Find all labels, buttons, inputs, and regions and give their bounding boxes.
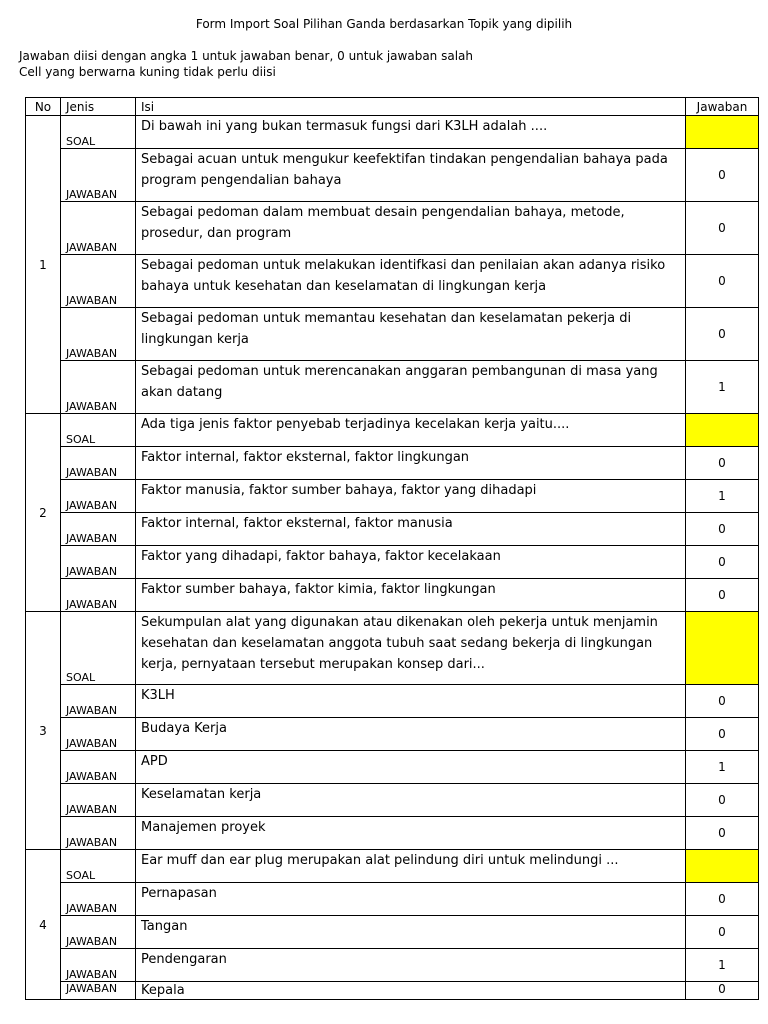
jawaban-cell-disabled <box>686 116 759 149</box>
isi-cell[interactable]: Pernapasan <box>136 883 686 916</box>
jenis-cell: SOAL <box>61 414 136 447</box>
jenis-cell: JAWABAN <box>61 883 136 916</box>
answer-row <box>26 447 759 480</box>
answer-row <box>26 546 759 579</box>
jenis-cell: JAWABAN <box>61 685 136 718</box>
answer-row <box>26 949 759 982</box>
isi-cell[interactable]: K3LH <box>136 685 686 718</box>
header-no: No <box>26 98 61 116</box>
jenis-cell: JAWABAN <box>61 817 136 850</box>
jenis-cell: JAWABAN <box>61 718 136 751</box>
jawaban-cell[interactable]: 0 <box>686 982 759 1000</box>
jawaban-cell[interactable]: 1 <box>686 949 759 982</box>
header-jawaban: Jawaban <box>686 98 759 116</box>
isi-cell[interactable]: Faktor sumber bahaya, faktor kimia, faktor lingkungan <box>136 579 686 612</box>
isi-cell[interactable]: Faktor manusia, faktor sumber bahaya, faktor yang dihadapi <box>136 480 686 513</box>
jenis-cell: JAWABAN <box>61 202 136 255</box>
jenis-cell: JAWABAN <box>61 579 136 612</box>
header-isi: Isi <box>136 98 686 116</box>
jawaban-cell[interactable]: 0 <box>686 685 759 718</box>
answer-row <box>26 751 759 784</box>
jawaban-cell[interactable]: 0 <box>686 718 759 751</box>
isi-cell[interactable]: Tangan <box>136 916 686 949</box>
isi-cell[interactable]: Faktor internal, faktor eksternal, faktor manusia <box>136 513 686 546</box>
jenis-cell: JAWABAN <box>61 513 136 546</box>
jawaban-cell-disabled <box>686 414 759 447</box>
jenis-cell: JAWABAN <box>61 916 136 949</box>
answer-row <box>26 817 759 850</box>
answer-row <box>26 149 759 202</box>
answer-row <box>26 685 759 718</box>
isi-cell[interactable]: Sebagai pedoman untuk memantau kesehatan dan keselamatan pekerja di lingkungan kerja <box>136 308 686 361</box>
question-row <box>26 414 759 447</box>
jawaban-cell[interactable]: 0 <box>686 579 759 612</box>
header-row <box>26 98 759 116</box>
jenis-cell: SOAL <box>61 116 136 149</box>
jawaban-cell[interactable]: 0 <box>686 883 759 916</box>
jawaban-cell[interactable]: 0 <box>686 202 759 255</box>
jawaban-cell[interactable]: 1 <box>686 361 759 414</box>
jawaban-cell[interactable]: 0 <box>686 149 759 202</box>
page-title: Form Import Soal Pilihan Ganda berdasarkan Topik yang dipilih <box>195 17 573 31</box>
answer-row <box>26 255 759 308</box>
answer-row <box>26 579 759 612</box>
isi-cell[interactable]: Sebagai pedoman dalam membuat desain pengendalian bahaya, metode, prosedur, dan program <box>136 202 686 255</box>
jawaban-cell[interactable]: 0 <box>686 916 759 949</box>
jawaban-cell[interactable]: 1 <box>686 751 759 784</box>
jawaban-cell[interactable]: 0 <box>686 447 759 480</box>
question-row <box>26 612 759 685</box>
answer-row <box>26 513 759 546</box>
isi-cell[interactable]: Keselamatan kerja <box>136 784 686 817</box>
isi-cell[interactable]: Pendengaran <box>136 949 686 982</box>
jawaban-cell[interactable]: 0 <box>686 784 759 817</box>
question-row <box>26 116 759 149</box>
jenis-cell: JAWABAN <box>61 149 136 202</box>
answer-row <box>26 308 759 361</box>
isi-cell[interactable]: Faktor internal, faktor eksternal, faktor lingkungan <box>136 447 686 480</box>
jenis-cell: JAWABAN <box>61 255 136 308</box>
jenis-cell: JAWABAN <box>61 480 136 513</box>
question-row <box>26 850 759 883</box>
jenis-cell: JAWABAN <box>61 308 136 361</box>
answer-row <box>26 982 759 1000</box>
jenis-cell: JAWABAN <box>61 751 136 784</box>
isi-cell[interactable]: Sebagai pedoman untuk melakukan identifkasi dan penilaian akan adanya risiko bahaya untuk kesehatan dan keselamatan di lingkungan kerja <box>136 255 686 308</box>
isi-cell[interactable]: Sebagai pedoman untuk merencanakan anggaran pembangunan di masa yang akan datang <box>136 361 686 414</box>
isi-cell[interactable]: Ada tiga jenis faktor penyebab terjadinya kecelakan kerja yaitu.... <box>136 414 686 447</box>
instruction-note: Jawaban diisi dengan angka 1 untuk jawaban benar, 0 untuk jawaban salah <box>19 49 473 63</box>
answer-row <box>26 883 759 916</box>
jenis-cell: JAWABAN <box>61 949 136 982</box>
answer-row <box>26 480 759 513</box>
question-table <box>25 97 759 1000</box>
question-number: 4 <box>26 850 61 1000</box>
jenis-cell: JAWABAN <box>61 447 136 480</box>
jenis-cell: SOAL <box>61 850 136 883</box>
jawaban-cell-disabled <box>686 612 759 685</box>
isi-cell[interactable]: Sekumpulan alat yang digunakan atau dikenakan oleh pekerja untuk menjamin kesehatan dan keselamatan anggota tubuh saat sedang bekerja di lingkungan kerja, pernyataan tersebut merupakan konsep dari... <box>136 612 686 685</box>
isi-cell[interactable]: Faktor yang dihadapi, faktor bahaya, faktor kecelakaan <box>136 546 686 579</box>
isi-cell[interactable]: Sebagai acuan untuk mengukur keefektifan tindakan pengendalian bahaya pada program pengendalian bahaya <box>136 149 686 202</box>
instruction-note: Cell yang berwarna kuning tidak perlu diisi <box>19 65 276 79</box>
jawaban-cell[interactable]: 0 <box>686 513 759 546</box>
isi-cell[interactable]: APD <box>136 751 686 784</box>
question-number: 1 <box>26 116 61 414</box>
isi-cell[interactable]: Budaya Kerja <box>136 718 686 751</box>
answer-row <box>26 718 759 751</box>
jawaban-cell[interactable]: 0 <box>686 255 759 308</box>
jenis-cell: JAWABAN <box>61 982 136 1000</box>
jawaban-cell-disabled <box>686 850 759 883</box>
question-number: 3 <box>26 612 61 850</box>
jawaban-cell[interactable]: 0 <box>686 817 759 850</box>
question-number: 2 <box>26 414 61 612</box>
answer-row <box>26 784 759 817</box>
jenis-cell: JAWABAN <box>61 546 136 579</box>
isi-cell[interactable]: Ear muff dan ear plug merupakan alat pelindung diri untuk melindungi ... <box>136 850 686 883</box>
isi-cell[interactable]: Kepala <box>136 982 686 1000</box>
jenis-cell: JAWABAN <box>61 784 136 817</box>
header-jenis: Jenis <box>61 98 136 116</box>
answer-row <box>26 916 759 949</box>
jawaban-cell[interactable]: 0 <box>686 308 759 361</box>
jawaban-cell[interactable]: 0 <box>686 546 759 579</box>
answer-row <box>26 202 759 255</box>
answer-row <box>26 361 759 414</box>
isi-cell[interactable]: Di bawah ini yang bukan termasuk fungsi dari K3LH adalah .... <box>136 116 686 149</box>
jenis-cell: SOAL <box>61 612 136 685</box>
jenis-cell: JAWABAN <box>61 361 136 414</box>
jawaban-cell[interactable]: 1 <box>686 480 759 513</box>
isi-cell[interactable]: Manajemen proyek <box>136 817 686 850</box>
